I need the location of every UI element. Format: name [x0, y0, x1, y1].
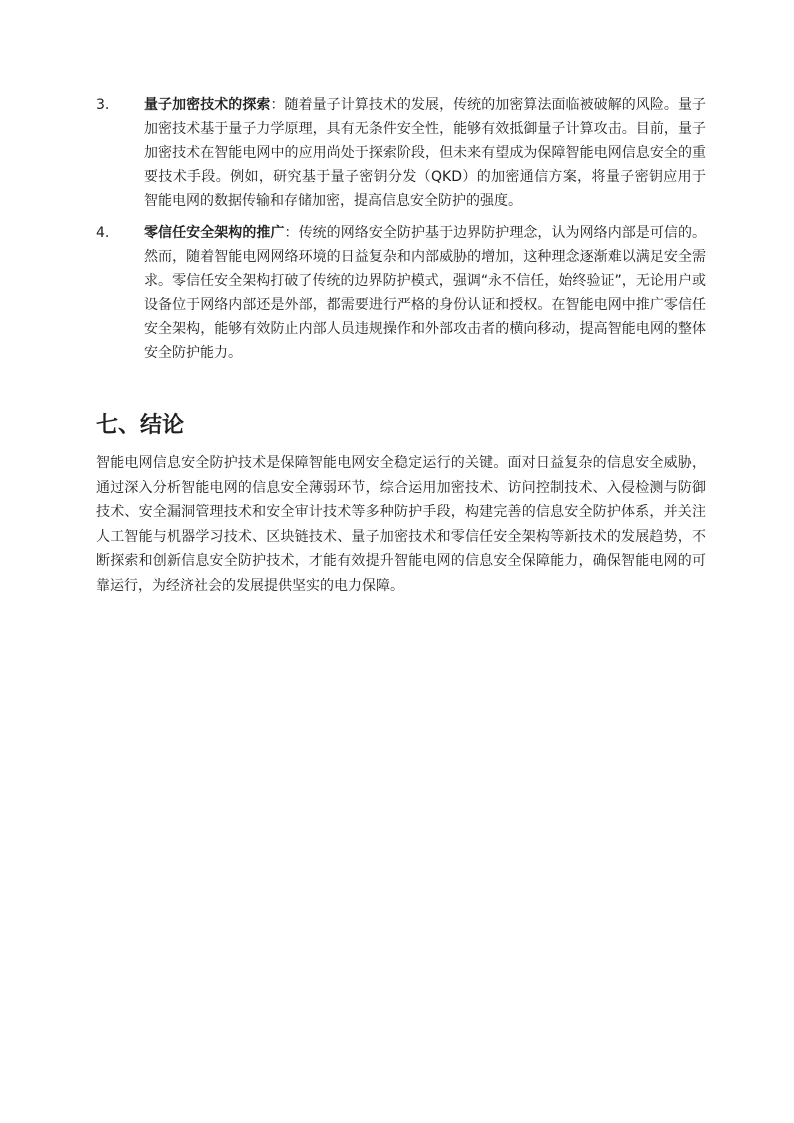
- section-heading: 七、结论: [96, 413, 185, 438]
- list-item-text: [144, 221, 706, 365]
- list-item-number: 4.: [96, 225, 110, 241]
- list-item-text: [144, 93, 706, 213]
- list-item-number: 3.: [96, 97, 110, 113]
- list-item: [96, 93, 706, 213]
- list-item-body: ：传统的网络安全防护基于边界防护理念，认为网络内部是可信的。然而，随着智能电网网络环境的日益复杂和内部威胁的增加，这种理念逐渐难以满足安全需求。零信任安全架构打破了传统的边界防护模式，强调“永不信任，始终验证”，无论用户或设备位于网络内部还是外部，都需要进行严格的身份认证和授权。在智能电网中推广零信任安全架构，能够有效防止内部人员违规操作和外部攻击者的横向移动，提高智能电网的整体安全防护能力。: [144, 225, 707, 361]
- conclusion-paragraph: 智能电网信息安全防护技术是保障智能电网安全稳定运行的关键。面对日益复杂的信息安全威胁，通过深入分析智能电网的信息安全薄弱环节，综合运用加密技术、访问控制技术、入侵检测与防御技术、安全漏洞管理技术和安全审计技术等多种防护手段，构建完善的信息安全防护体系，并关注人工智能与机器学习技术、区块链技术、量子加密技术和零信任安全架构等新技术的发展趋势，不断探索和创新信息安全防护技术，才能有效提升智能电网的信息安全保障能力，确保智能电网的可靠运行，为经济社会的发展提供坚实的电力保障。: [96, 455, 706, 594]
- numbered-list: [96, 93, 706, 373]
- list-item: [96, 221, 706, 365]
- list-item-title: 量子加密技术的探索: [144, 97, 271, 113]
- list-item-body: ：随着量子计算技术的发展，传统的加密算法面临被破解的风险。量子加密技术基于量子力学原理，具有无条件安全性，能够有效抵御量子计算攻击。目前，量子加密技术在智能电网中的应用尚处于探索阶段，但未来有望成为保障智能电网信息安全的重要技术手段。例如，研究基于量子密钥分发（QKD）的加密通信方案，将量子密钥应用于智能电网的数据传输和存储加密，提高信息安全防护的强度。: [144, 97, 707, 209]
- list-item-title: 零信任安全架构的推广: [144, 225, 285, 241]
